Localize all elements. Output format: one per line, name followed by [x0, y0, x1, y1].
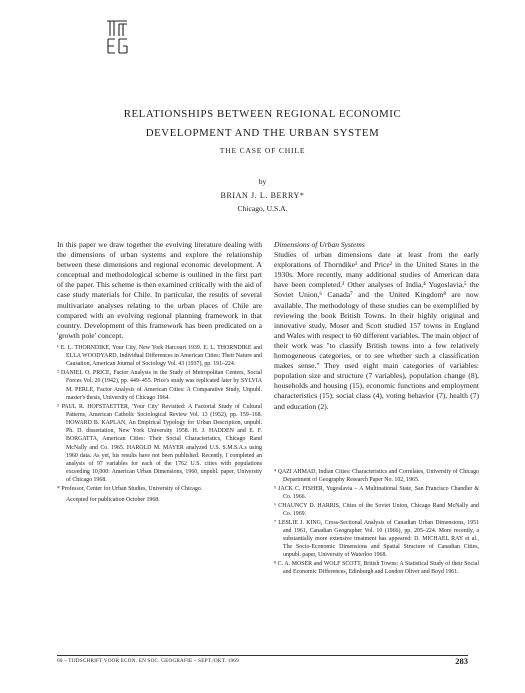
author-affiliation: Chicago, U.S.A.: [237, 204, 288, 213]
footnote: ³ PAUL R. HOFSTAETTER, 'Your City' Revisited: A Factorial Study of Cultural Patterns, American Catholic Sociological Review Vol. 13 (1952), pp. 159–168. HOWARD B. KAPLAN, An Empirical Typology for Urban Description, unpubl. Ph. D. dissertation, New York University 1958. H. J. HADDEN and E. F. BORGATTA, American Cities: Their Social Characteristics, Chicago Rand McNally and Co. 1965. HAROLD M. MAYER analyzed U.S. S.M.S.A.s using 1960 data. As yet, his results have not been published. Recently, I completed an analysis of 97 variables for each of the 1762 U.S. cities with populations exceeding 10,000: American Urban Dimensions, 1960, unpubl. paper, University of Chicago 1968.: [57, 403, 262, 484]
article-title-line-1: RELATIONSHIPS BETWEEN REGIONAL ECONOMIC: [123, 108, 402, 120]
page-number: 283: [455, 656, 468, 666]
journal-logo-icon: [106, 20, 128, 54]
abstract-paragraph: In this paper we draw together the evolving literature dealing with the dimensions of urban systems and explore the relationship between these dimensions and regional economic development. A conceptual and methodological scheme is outlined in the first part of the paper. This scheme is then examined critically with the aid of case study materials for Chile. In particular, the results of several multivariate analyses relating to the urban places of Chile are compared with an evolving regional planning framework in that country. Development of this framework has been predicated on a 'growth pole' concept.: [57, 240, 262, 340]
author-name: BRIAN J. L. BERRY*: [220, 191, 305, 200]
footnote: ⁶ CHAUNCY D. HARRIS, Cities of the Soviet Union, Chicago Rand McNally and Co. 1969.: [274, 502, 479, 517]
byline-by: by: [258, 177, 267, 186]
left-column: [57, 240, 262, 505]
journal-citation: 60 – TIJDSCHRIFT VOOR ECON. EN SOC. GEOGRAFIE – SEPT./OKT. 1969: [57, 658, 239, 664]
footnote: ² DANIEL O. PRICE, Factor Analysis in the Study of Metropolitan Centers, Social Forces Vol. 20 (1942), pp. 449–455. Price's study was replicated later by SYLVIA M. PERLE, Factor Analysis of American Cities: A Comparative Study, Unpubl. master's thesis, University of Chicago 1964.: [57, 370, 262, 401]
footnote: * Professor, Center for Urban Studies, University of Chicago.: [57, 486, 203, 493]
section-paragraph: Studies of urban dimensions date at least from the early explorations of Thorndike¹ and Price² in the United States in the 1930s. More recently, many additional studies of American data have been completed.³ Other analyses of India,⁴ Yugoslavia,⁵ the Soviet Union,⁶ Canada⁷ and the United Kingdom⁸ are now available. The methodology of these studies can be exemplified by reviewing the book British Towns. In their highly original and innovative study, Moser and Scott studied 157 towns in England and Wales with respect to 60 different variables. The main object of their work was "to classify British towns into a few relatively homogeneous categories, or to see whether such a classification makes sense." They used eight main categories of variables: population size and structure (7 variables), population change (8), households and housing (15), economic functions and employment characteristics (15), social class (4), voting behavior (7), health (7) and education (2).: [274, 250, 479, 411]
right-column: [274, 240, 479, 577]
left-footnotes: [57, 344, 262, 493]
footnote: ¹ E. L. THORNDIKE, Your City, New York Harcourt 1939. E. L. THORNDIKE and ELLA WOODYARD, Individual Differences in American Cities: Their Nature and Causation, American Journal of Sociology Vol. 43 (1937), pp. 191–224.: [57, 344, 262, 368]
accepted-note: Accepted for publication October 1968.: [66, 497, 160, 504]
page-footer: [57, 655, 468, 666]
article-subtitle: THE CASE OF CHILE: [219, 146, 306, 155]
footnote: ⁷ LESLIE J. KING, Cross-Sectional Analysis of Canadian Urban Dimensions, 1951 and 1961, Canadian Geographer Vol. 10 (1966), pp. 205–224. More recently, a substantially more extensive treatment has appeared: D. MICHAEL RAY et al., The Socio-Economic Dimensions and Spatial Structure of Canadian Cities, unpubl. paper, University of Waterloo 1968.: [274, 519, 479, 559]
right-footnotes: [274, 468, 479, 577]
footnote: ⁴ QAZI AHMAD, Indian Cities: Characteristics and Correlates, University of Chicago Department of Geography Research Paper No. 102, 1965.: [274, 468, 479, 483]
article-title-line-2: DEVELOPMENT AND THE URBAN SYSTEM: [145, 127, 380, 139]
footnote: ⁸ C. A. MOSER and WOLF SCOTT, British Towns: A Statistical Study of their Social and Economic Differences, Edinburgh and London Oliver and Boyd 1961.: [274, 561, 479, 576]
section-heading: Dimensions of Urban Systems: [274, 240, 365, 249]
footnote: ⁵ JACK C. FISHER, Yugoslavia – A Multinational State, San Francisco Chandler & Co. 1966.: [274, 485, 479, 500]
